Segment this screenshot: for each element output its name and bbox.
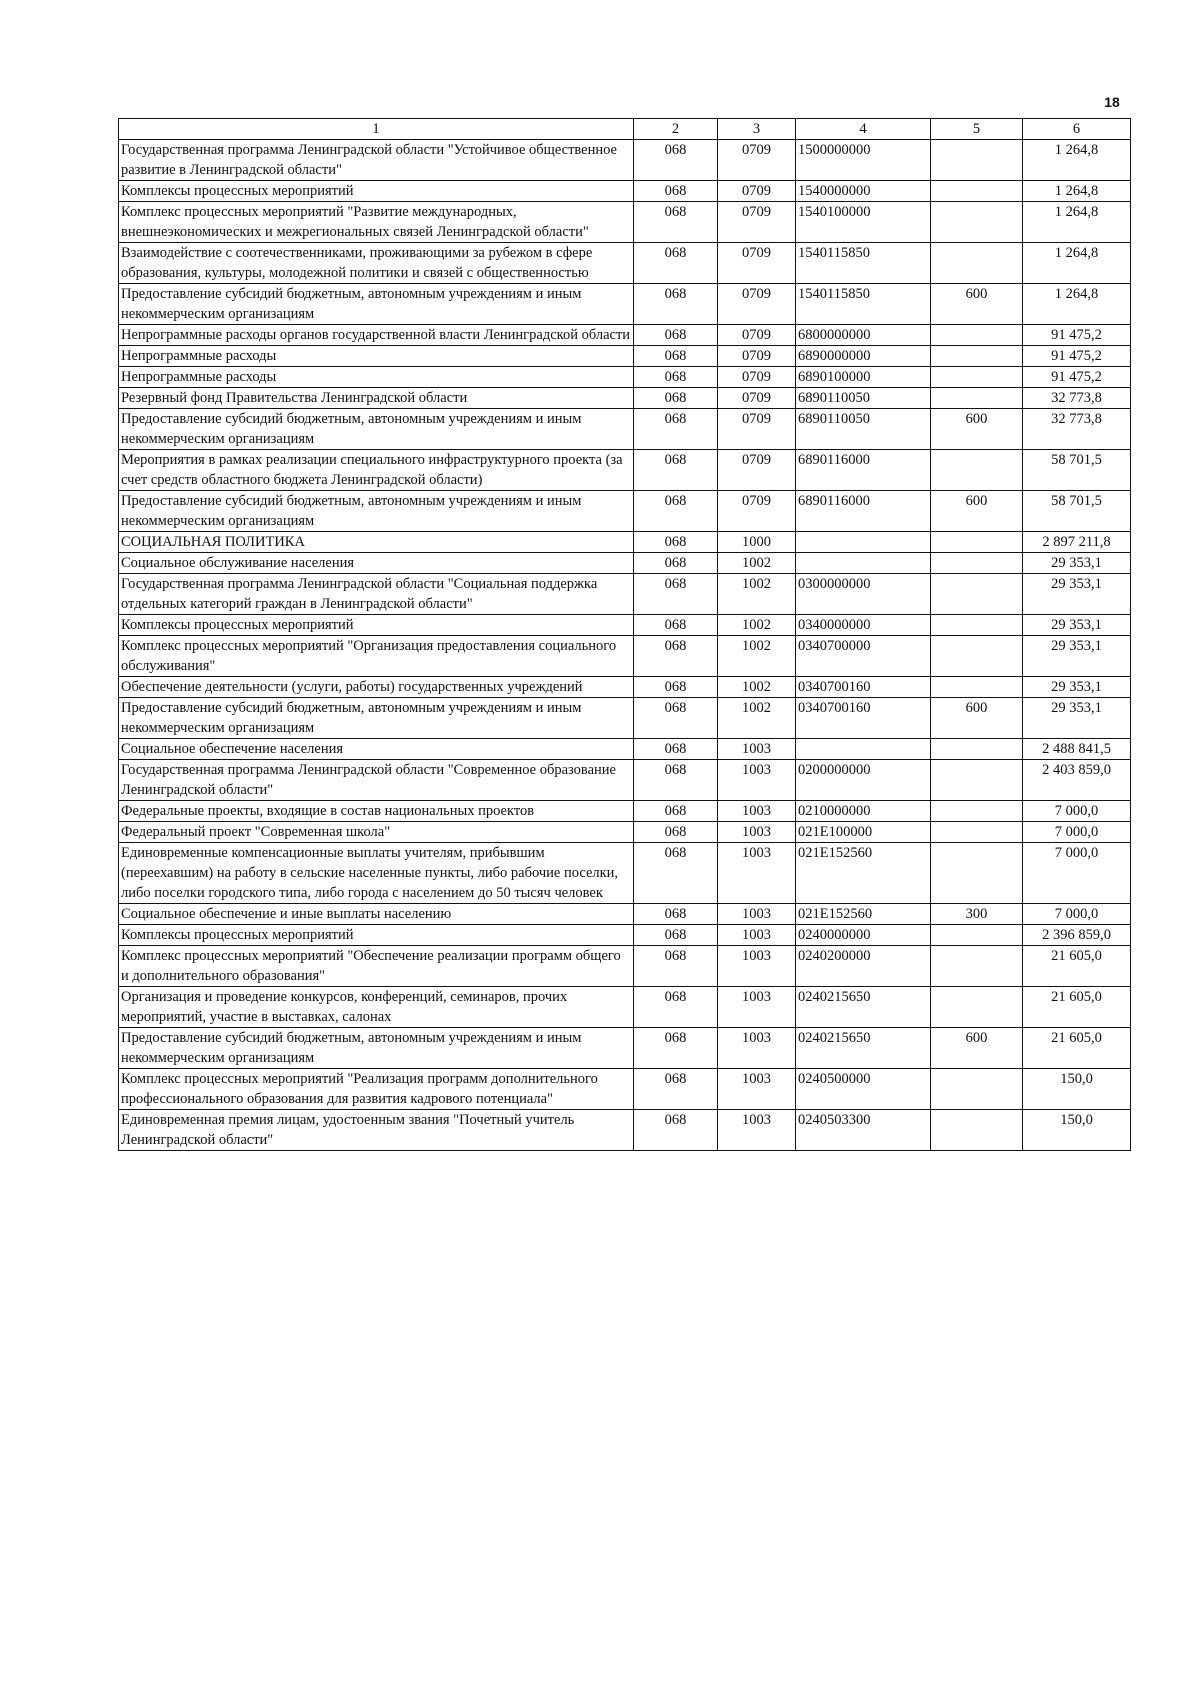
- row-name: Государственная программа Ленинградской области "Социальная поддержка отдельных категорий граждан в Ленинградской области": [119, 574, 634, 615]
- row-section-code: 1003: [718, 822, 796, 843]
- row-expense-type: [931, 532, 1023, 553]
- row-section-code: 0709: [718, 346, 796, 367]
- row-name: Предоставление субсидий бюджетным, автономным учреждениям и иным некоммерческим организациям: [119, 1028, 634, 1069]
- header-col-2: 2: [634, 119, 718, 140]
- row-grbs-code: 068: [634, 760, 718, 801]
- row-amount: 1 264,8: [1023, 140, 1131, 181]
- table-row: [119, 409, 1131, 450]
- row-amount: 29 353,1: [1023, 677, 1131, 698]
- row-grbs-code: 068: [634, 925, 718, 946]
- row-section-code: 1002: [718, 636, 796, 677]
- row-name: СОЦИАЛЬНАЯ ПОЛИТИКА: [119, 532, 634, 553]
- row-expense-type: 600: [931, 1028, 1023, 1069]
- row-grbs-code: 068: [634, 346, 718, 367]
- row-grbs-code: 068: [634, 202, 718, 243]
- row-grbs-code: 068: [634, 140, 718, 181]
- row-section-code: 1002: [718, 677, 796, 698]
- table-row: [119, 1028, 1131, 1069]
- table-row: [119, 140, 1131, 181]
- row-grbs-code: 068: [634, 284, 718, 325]
- header-col-1: 1: [119, 119, 634, 140]
- row-target-code: 0240200000: [796, 946, 931, 987]
- table-row: [119, 388, 1131, 409]
- row-target-code: 0340700160: [796, 698, 931, 739]
- row-name: Организация и проведение конкурсов, конференций, семинаров, прочих мероприятий, участие в выставках, салонах: [119, 987, 634, 1028]
- row-target-code: 1540100000: [796, 202, 931, 243]
- row-amount: 32 773,8: [1023, 388, 1131, 409]
- row-expense-type: [931, 346, 1023, 367]
- row-section-code: 1003: [718, 987, 796, 1028]
- table-row: [119, 822, 1131, 843]
- row-section-code: 1003: [718, 739, 796, 760]
- row-grbs-code: 068: [634, 636, 718, 677]
- row-expense-type: [931, 325, 1023, 346]
- row-section-code: 0709: [718, 388, 796, 409]
- row-expense-type: [931, 202, 1023, 243]
- row-amount: 29 353,1: [1023, 574, 1131, 615]
- row-target-code: 0240000000: [796, 925, 931, 946]
- row-amount: 7 000,0: [1023, 801, 1131, 822]
- row-expense-type: [931, 450, 1023, 491]
- row-expense-type: [931, 677, 1023, 698]
- row-target-code: [796, 553, 931, 574]
- row-amount: 91 475,2: [1023, 367, 1131, 388]
- row-amount: 1 264,8: [1023, 284, 1131, 325]
- row-grbs-code: 068: [634, 553, 718, 574]
- table-row: [119, 801, 1131, 822]
- row-amount: 7 000,0: [1023, 822, 1131, 843]
- row-grbs-code: 068: [634, 450, 718, 491]
- row-name: Федеральные проекты, входящие в состав национальных проектов: [119, 801, 634, 822]
- table-row: [119, 367, 1131, 388]
- table-body: [119, 140, 1131, 1151]
- table-row: [119, 615, 1131, 636]
- row-target-code: 0240215650: [796, 1028, 931, 1069]
- row-name: Предоставление субсидий бюджетным, автономным учреждениям и иным некоммерческим организациям: [119, 409, 634, 450]
- row-grbs-code: 068: [634, 904, 718, 925]
- row-section-code: 0709: [718, 409, 796, 450]
- row-grbs-code: 068: [634, 822, 718, 843]
- row-name: Взаимодействие с соотечественниками, проживающими за рубежом в сфере образования, культуры, молодежной политики и связей с общественностью: [119, 243, 634, 284]
- row-expense-type: 600: [931, 491, 1023, 532]
- row-section-code: 1002: [718, 615, 796, 636]
- row-target-code: [796, 739, 931, 760]
- row-expense-type: [931, 140, 1023, 181]
- row-target-code: 0210000000: [796, 801, 931, 822]
- table-row: [119, 181, 1131, 202]
- row-grbs-code: 068: [634, 739, 718, 760]
- row-amount: 58 701,5: [1023, 491, 1131, 532]
- row-grbs-code: 068: [634, 698, 718, 739]
- row-section-code: 0709: [718, 202, 796, 243]
- row-expense-type: [931, 553, 1023, 574]
- row-amount: 150,0: [1023, 1110, 1131, 1151]
- row-section-code: 1002: [718, 553, 796, 574]
- table-header: [119, 119, 1131, 140]
- row-grbs-code: 068: [634, 367, 718, 388]
- table-row: [119, 284, 1131, 325]
- row-target-code: 6890116000: [796, 491, 931, 532]
- row-section-code: 1003: [718, 904, 796, 925]
- table-row: [119, 946, 1131, 987]
- row-expense-type: [931, 243, 1023, 284]
- header-col-6: 6: [1023, 119, 1131, 140]
- row-amount: 2 396 859,0: [1023, 925, 1131, 946]
- row-amount: 21 605,0: [1023, 987, 1131, 1028]
- row-name: Предоставление субсидий бюджетным, автономным учреждениям и иным некоммерческим организациям: [119, 491, 634, 532]
- row-target-code: 6800000000: [796, 325, 931, 346]
- row-expense-type: [931, 987, 1023, 1028]
- row-section-code: 1003: [718, 760, 796, 801]
- row-expense-type: 300: [931, 904, 1023, 925]
- row-name: Резервный фонд Правительства Ленинградской области: [119, 388, 634, 409]
- row-target-code: 0240503300: [796, 1110, 931, 1151]
- row-amount: 2 897 211,8: [1023, 532, 1131, 553]
- row-grbs-code: 068: [634, 181, 718, 202]
- row-target-code: 0300000000: [796, 574, 931, 615]
- row-amount: 2 403 859,0: [1023, 760, 1131, 801]
- row-name: Непрограммные расходы органов государственной власти Ленинградской области: [119, 325, 634, 346]
- row-grbs-code: 068: [634, 532, 718, 553]
- row-grbs-code: 068: [634, 491, 718, 532]
- row-expense-type: [931, 760, 1023, 801]
- row-amount: 29 353,1: [1023, 553, 1131, 574]
- row-name: Непрограммные расходы: [119, 346, 634, 367]
- table-row: [119, 636, 1131, 677]
- table-row: [119, 1110, 1131, 1151]
- row-target-code: 6890100000: [796, 367, 931, 388]
- row-target-code: 6890116000: [796, 450, 931, 491]
- row-amount: 91 475,2: [1023, 325, 1131, 346]
- table-row: [119, 243, 1131, 284]
- row-amount: 29 353,1: [1023, 636, 1131, 677]
- row-name: Мероприятия в рамках реализации специального инфраструктурного проекта (за счет средств областного бюджета Ленинградской области): [119, 450, 634, 491]
- row-amount: 1 264,8: [1023, 243, 1131, 284]
- table-row: [119, 450, 1131, 491]
- row-name: Комплексы процессных мероприятий: [119, 181, 634, 202]
- row-amount: 29 353,1: [1023, 615, 1131, 636]
- row-name: Обеспечение деятельности (услуги, работы) государственных учреждений: [119, 677, 634, 698]
- table-row: [119, 532, 1131, 553]
- row-name: Комплексы процессных мероприятий: [119, 615, 634, 636]
- row-amount: 2 488 841,5: [1023, 739, 1131, 760]
- table-row: [119, 760, 1131, 801]
- row-amount: 32 773,8: [1023, 409, 1131, 450]
- row-grbs-code: 068: [634, 677, 718, 698]
- row-amount: 1 264,8: [1023, 202, 1131, 243]
- row-expense-type: [931, 181, 1023, 202]
- row-expense-type: [931, 367, 1023, 388]
- row-target-code: 1540115850: [796, 243, 931, 284]
- row-expense-type: [931, 843, 1023, 904]
- row-target-code: 0340700160: [796, 677, 931, 698]
- row-name: Предоставление субсидий бюджетным, автономным учреждениям и иным некоммерческим организациям: [119, 284, 634, 325]
- row-amount: 1 264,8: [1023, 181, 1131, 202]
- table-row: [119, 325, 1131, 346]
- row-name: Комплекс процессных мероприятий "Реализация программ дополнительного профессионального образования для развития кадрового потенциала": [119, 1069, 634, 1110]
- row-section-code: 1003: [718, 1069, 796, 1110]
- table-row: [119, 987, 1131, 1028]
- row-target-code: 021E152560: [796, 904, 931, 925]
- row-target-code: 0240500000: [796, 1069, 931, 1110]
- row-name: Единовременная премия лицам, удостоенным звания "Почетный учитель Ленинградской области": [119, 1110, 634, 1151]
- row-target-code: 0340700000: [796, 636, 931, 677]
- header-col-5: 5: [931, 119, 1023, 140]
- row-grbs-code: 068: [634, 1028, 718, 1069]
- row-section-code: 1000: [718, 532, 796, 553]
- header-col-4: 4: [796, 119, 931, 140]
- table-row: [119, 202, 1131, 243]
- row-grbs-code: 068: [634, 1110, 718, 1151]
- row-section-code: 1003: [718, 1110, 796, 1151]
- row-expense-type: [931, 636, 1023, 677]
- row-grbs-code: 068: [634, 801, 718, 822]
- table-row: [119, 346, 1131, 367]
- page-number: 18: [1104, 94, 1120, 110]
- table-row: [119, 925, 1131, 946]
- row-target-code: 1500000000: [796, 140, 931, 181]
- row-grbs-code: 068: [634, 409, 718, 450]
- row-target-code: 1540000000: [796, 181, 931, 202]
- table-row: [119, 739, 1131, 760]
- row-expense-type: 600: [931, 698, 1023, 739]
- row-target-code: 0340000000: [796, 615, 931, 636]
- row-target-code: 0200000000: [796, 760, 931, 801]
- row-target-code: 1540115850: [796, 284, 931, 325]
- row-section-code: 0709: [718, 491, 796, 532]
- row-name: Федеральный проект "Современная школа": [119, 822, 634, 843]
- row-expense-type: [931, 574, 1023, 615]
- table-row: [119, 491, 1131, 532]
- row-target-code: [796, 532, 931, 553]
- table-row: [119, 553, 1131, 574]
- row-section-code: 1002: [718, 574, 796, 615]
- row-section-code: 1003: [718, 925, 796, 946]
- row-section-code: 1002: [718, 698, 796, 739]
- row-section-code: 0709: [718, 284, 796, 325]
- row-target-code: 021E100000: [796, 822, 931, 843]
- row-target-code: 0240215650: [796, 987, 931, 1028]
- row-section-code: 0709: [718, 367, 796, 388]
- row-expense-type: [931, 925, 1023, 946]
- row-name: Комплекс процессных мероприятий "Организация предоставления социального обслуживания": [119, 636, 634, 677]
- row-section-code: 0709: [718, 140, 796, 181]
- row-name: Комплекс процессных мероприятий "Развитие международных, внешнеэкономических и межрегиональных связей Ленинградской области": [119, 202, 634, 243]
- row-name: Социальное обеспечение и иные выплаты населению: [119, 904, 634, 925]
- row-grbs-code: 068: [634, 243, 718, 284]
- row-expense-type: [931, 1069, 1023, 1110]
- row-expense-type: [931, 822, 1023, 843]
- row-name: Государственная программа Ленинградской области "Современное образование Ленинградской области": [119, 760, 634, 801]
- row-expense-type: [931, 1110, 1023, 1151]
- row-amount: 58 701,5: [1023, 450, 1131, 491]
- row-section-code: 0709: [718, 450, 796, 491]
- row-section-code: 0709: [718, 243, 796, 284]
- row-section-code: 1003: [718, 1028, 796, 1069]
- table-row: [119, 904, 1131, 925]
- row-amount: 7 000,0: [1023, 843, 1131, 904]
- row-expense-type: [931, 739, 1023, 760]
- row-grbs-code: 068: [634, 325, 718, 346]
- table-row: [119, 843, 1131, 904]
- row-name: Комплексы процессных мероприятий: [119, 925, 634, 946]
- row-section-code: 1003: [718, 843, 796, 904]
- row-amount: 21 605,0: [1023, 1028, 1131, 1069]
- row-name: Непрограммные расходы: [119, 367, 634, 388]
- row-section-code: 1003: [718, 946, 796, 987]
- row-grbs-code: 068: [634, 574, 718, 615]
- row-grbs-code: 068: [634, 388, 718, 409]
- row-target-code: 6890000000: [796, 346, 931, 367]
- row-name: Предоставление субсидий бюджетным, автономным учреждениям и иным некоммерческим организациям: [119, 698, 634, 739]
- table-row: [119, 574, 1131, 615]
- header-col-3: 3: [718, 119, 796, 140]
- row-name: Государственная программа Ленинградской области "Устойчивое общественное развитие в Ленинградской области": [119, 140, 634, 181]
- row-expense-type: [931, 615, 1023, 636]
- row-name: Комплекс процессных мероприятий "Обеспечение реализации программ общего и дополнительного образования": [119, 946, 634, 987]
- row-expense-type: [931, 801, 1023, 822]
- row-grbs-code: 068: [634, 615, 718, 636]
- row-target-code: 6890110050: [796, 409, 931, 450]
- row-amount: 150,0: [1023, 1069, 1131, 1110]
- row-target-code: 021E152560: [796, 843, 931, 904]
- row-grbs-code: 068: [634, 1069, 718, 1110]
- row-expense-type: 600: [931, 284, 1023, 325]
- row-section-code: 0709: [718, 181, 796, 202]
- row-grbs-code: 068: [634, 946, 718, 987]
- table-row: [119, 1069, 1131, 1110]
- table-row: [119, 698, 1131, 739]
- row-target-code: 6890110050: [796, 388, 931, 409]
- row-expense-type: 600: [931, 409, 1023, 450]
- row-grbs-code: 068: [634, 843, 718, 904]
- row-grbs-code: 068: [634, 987, 718, 1028]
- row-expense-type: [931, 946, 1023, 987]
- table-row: [119, 677, 1131, 698]
- row-amount: 21 605,0: [1023, 946, 1131, 987]
- header-row: [119, 119, 1131, 140]
- row-expense-type: [931, 388, 1023, 409]
- row-section-code: 0709: [718, 325, 796, 346]
- row-name: Социальное обеспечение населения: [119, 739, 634, 760]
- row-amount: 91 475,2: [1023, 346, 1131, 367]
- row-amount: 29 353,1: [1023, 698, 1131, 739]
- row-name: Социальное обслуживание населения: [119, 553, 634, 574]
- budget-table: [118, 118, 1131, 1151]
- row-amount: 7 000,0: [1023, 904, 1131, 925]
- row-name: Единовременные компенсационные выплаты учителям, прибывшим (переехавшим) на работу в сельские населенные пункты, либо рабочие поселки, либо поселки городского типа, либо города с населением до 50 тысяч человек: [119, 843, 634, 904]
- row-section-code: 1003: [718, 801, 796, 822]
